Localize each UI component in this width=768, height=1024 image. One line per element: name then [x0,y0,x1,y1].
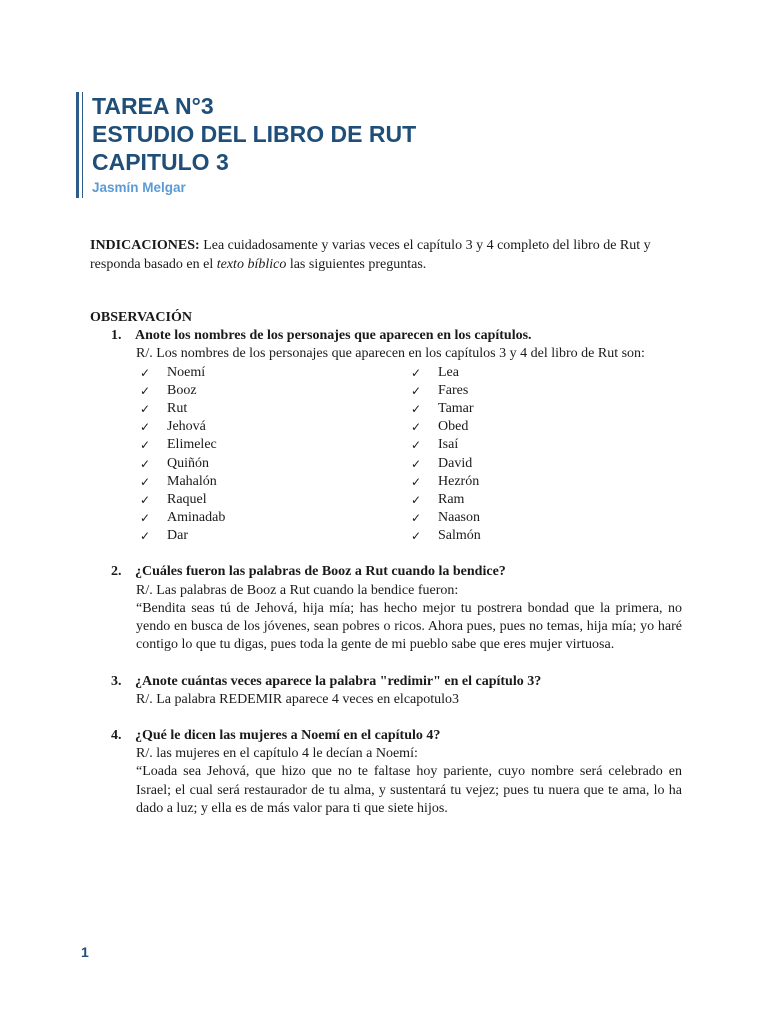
question-number: 3. [111,673,122,689]
check-icon: ✓ [411,456,422,471]
answer-4-quote: “Loada sea Jehová, que hizo que no te faltase hoy pariente, cuyo nombre será celebrado en Israel; el cual será restaurador de tu alma, y sustentará tu vejez; pues tu nuera que te ama, lo ha dado a luz; y ella es de más valor para ti que siete hijos. [136,764,682,816]
title-line-1: TAREA N°3 [92,93,214,119]
question-text: Anote los nombres de los personajes que aparecen en los capítulos. [135,328,532,344]
list-item [140,418,411,436]
answer-2-quote: “Bendita seas tú de Jehová, hija mía; has hecho mejor tu postrera bondad que la primera, no yendo en busca de los jóvenes, sean pobres o ricos. Ahora pues, pues no temas, hija mía; yo haré contigo lo que tu digas, pues toda la gente de mi pueblo sabe que eres mujer virtuosa. [136,600,682,653]
check-icon: ✓ [140,383,151,398]
list-item-label: Isaí [438,437,459,453]
check-icon: ✓ [140,474,151,489]
list-item [411,418,682,436]
list-item-label: Tamar [438,400,474,416]
title-line-2: ESTUDIO DEL LIBRO DE RUT [92,121,417,147]
list-item [411,473,682,491]
check-icon: ✓ [411,383,422,398]
list-item-label: Noemí [167,364,206,380]
check-icon: ✓ [411,474,422,489]
list-item-label: Rut [167,400,188,416]
list-item-label: Ram [438,491,465,507]
list-item [411,364,682,382]
list-item-label: Raquel [167,491,207,507]
list-item-label: Dar [167,528,188,544]
list-item [140,491,411,509]
answer-3: R/. La palabra REDEMIR aparece 4 veces en elcapotulo3 [136,691,460,707]
question-1 [90,327,682,345]
list-item-label: Elimelec [167,437,217,453]
characters-list-left [140,364,411,546]
list-item-label: Salmón [438,528,481,544]
list-item-label: Quiñón [167,455,209,471]
question-2 [90,563,682,581]
instructions-emphasis: texto bíblico [216,257,287,272]
title-block [76,92,716,198]
list-item-label: Jehová [167,419,206,435]
question-number: 1. [111,328,122,344]
characters-lists [90,364,682,546]
instructions-text-after: las siguientes preguntas. [286,257,427,272]
list-item-label: Booz [167,382,197,398]
check-icon: ✓ [140,456,151,471]
question-number: 4. [111,727,122,743]
page-number: 1 [81,944,89,960]
question-text: ¿Cuáles fueron las palabras de Booz a Rut cuando la bendice? [135,564,506,580]
list-item-label: Obed [438,419,469,435]
list-item-label: Hezrón [438,473,480,489]
list-item [411,382,682,400]
title-line-3: CAPITULO 3 [92,149,229,175]
list-item [140,509,411,527]
list-item [140,436,411,454]
check-icon: ✓ [411,438,422,453]
list-item [140,400,411,418]
check-icon: ✓ [411,492,422,507]
list-item [140,473,411,491]
list-item [140,527,411,545]
list-item [411,455,682,473]
check-icon: ✓ [140,438,151,453]
check-icon: ✓ [411,529,422,544]
list-item-label: Fares [438,382,469,398]
instructions-label: INDICACIONES: [90,238,200,253]
list-item [140,455,411,473]
check-icon: ✓ [411,365,422,380]
check-icon: ✓ [140,420,151,435]
question-number: 2. [111,564,122,580]
check-icon: ✓ [140,492,151,507]
instructions-text-before: Lea cuidadosamente y varias veces el capítulo 3 y 4 completo del libro de Rut y responda basado en el [90,238,651,272]
answer-2-intro: R/. Las palabras de Booz a Rut cuando la bendice fueron: [136,582,459,598]
check-icon: ✓ [140,365,151,380]
list-item [411,400,682,418]
question-text: ¿Anote cuántas veces aparece la palabra "redimir" en el capítulo 3? [135,673,542,689]
author-name: Jasmín Melgar [92,180,186,195]
list-item-label: David [438,455,473,471]
list-item [411,491,682,509]
list-item-label: Aminadab [167,510,226,526]
list-item [411,527,682,545]
question-text: ¿Qué le dicen las mujeres a Noemí en el capítulo 4? [135,727,441,743]
list-item [140,364,411,382]
answer-4-intro: R/. las mujeres en el capítulo 4 le decían a Noemí: [136,746,418,762]
check-icon: ✓ [140,511,151,526]
list-item [411,509,682,527]
answer-1: R/. Los nombres de los personajes que aparecen en los capítulos 3 y 4 del libro de Rut son: [136,346,645,362]
list-item [411,436,682,454]
question-3 [90,673,682,691]
instructions-paragraph [90,236,682,274]
characters-list-right [411,364,682,546]
section-title: OBSERVACIÓN [90,310,192,325]
check-icon: ✓ [140,401,151,416]
list-item-label: Mahalón [167,473,217,489]
check-icon: ✓ [411,401,422,416]
question-4 [90,727,682,745]
observation-section [90,309,682,818]
check-icon: ✓ [140,529,151,544]
check-icon: ✓ [411,511,422,526]
list-item [140,382,411,400]
check-icon: ✓ [411,420,422,435]
list-item-label: Lea [438,364,459,380]
list-item-label: Naason [438,510,480,526]
